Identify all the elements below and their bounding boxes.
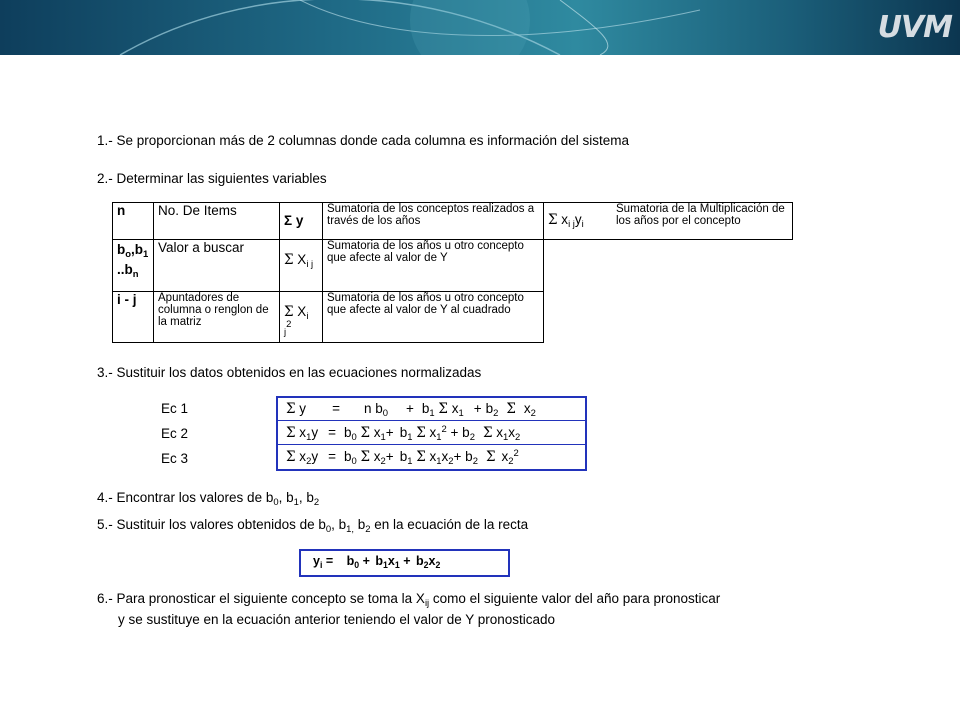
step-4-text: 4.- Encontrar los valores de b — [97, 490, 274, 505]
cell-sum-x: Σ $X_{i j}$ — [280, 240, 323, 292]
step-5-text: 5.- Sustituir los valores obtenidos de b — [97, 517, 326, 532]
cell-no-items: No. De Items — [154, 203, 280, 240]
cell-sum-xy: Σ $x_{i j}y_i$ — [544, 203, 613, 240]
eq-label-1: Ec 1 — [161, 401, 189, 416]
cell-sum-y: Σ y — [280, 203, 323, 240]
equations-box — [276, 396, 587, 471]
step-5: 5.- Sustituir los valores obtenidos de $b_0$, $b_{1,}$ $b_2$ en la ecuación de la recta — [97, 517, 529, 535]
step-1: 1.- Se proporcionan más de 2 columnas donde cada columna es información del sistema — [97, 133, 630, 148]
step-6-text: 6.- Para pronosticar el siguiente concepto se toma la X — [97, 591, 425, 606]
cell-sum-x2: Σ $X_{i j}^2$ — [280, 292, 323, 343]
cell-sum-y-desc: Sumatoria de los conceptos realizados a través de los años — [323, 203, 544, 240]
regression-line-box — [299, 549, 510, 577]
cell-n: n — [113, 203, 154, 240]
cell-empty-2 — [544, 292, 793, 343]
uvm-logo: UVM — [877, 10, 952, 45]
eq-divider-1 — [278, 420, 585, 421]
step-2: 2.- Determinar las siguientes variables — [97, 171, 327, 186]
cell-sum-x2-desc: Sumatoria de los años u otro concepto que afecte al valor de Y al cuadrado — [323, 292, 544, 343]
banner-curves — [0, 0, 960, 55]
equation-3: Σ $x_2y = b_0$ Σ $x_2+ b_1$ Σ $x_1x_2+ b_2$ Σ $x_2^2$ — [286, 448, 519, 467]
cell-apuntadores: Apuntadores de columna o renglon de la matriz — [154, 292, 280, 343]
step-6-line-2: y se sustituye en la ecuación anterior teniendo el valor de Y pronosticado — [118, 612, 556, 627]
equation-1: Σ y = n $b_0 + b_1$ Σ $x_1 + b_2$ Σ $x_2$ — [286, 401, 536, 419]
cell-empty-1 — [544, 240, 793, 292]
header-banner — [0, 0, 960, 55]
step-6: 6.- Para pronosticar el siguiente concepto se toma la $X_{ij}$ como el siguiente valor del año para pronosticar — [97, 591, 721, 609]
eq-label-2: Ec 2 — [161, 426, 189, 441]
cell-valor-buscar: Valor a buscar — [154, 240, 280, 292]
regression-equation: $y_i = b_0 + b_1x_1 + b_2x_2$ — [313, 554, 441, 570]
variables-table — [112, 202, 793, 343]
step-4: 4.- Encontrar los valores de $b_0$, $b_1$, $b_2$ — [97, 490, 320, 508]
cell-b-coeffs: $b_o,b_1$ $..b_n$ — [113, 240, 154, 292]
equation-2: Σ $x_1y = b_0$ Σ $x_1+ b_1$ Σ $x_1^2 + b_2$ Σ $x_1x_2$ — [286, 424, 521, 443]
eq-label-3: Ec 3 — [161, 451, 189, 466]
step-5-suffix: en la ecuación de la recta — [370, 517, 529, 532]
eq-divider-2 — [278, 444, 585, 445]
step-6-suffix: como el siguiente valor del año para pronosticar — [429, 591, 721, 606]
cell-i-j: i - j — [113, 292, 154, 343]
step-3: 3.- Sustituir los datos obtenidos en las ecuaciones normalizadas — [97, 365, 482, 380]
cell-sum-xy-desc: Sumatoria de la Multiplicación de los años por el concepto — [612, 203, 793, 240]
cell-sum-x-desc: Sumatoria de los años u otro concepto que afecte al valor de Y — [323, 240, 544, 292]
